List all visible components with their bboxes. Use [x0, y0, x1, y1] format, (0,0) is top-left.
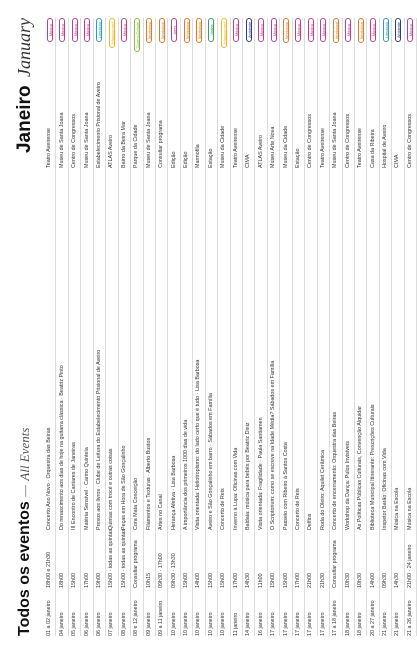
- category-tag[interactable]: Música: [308, 18, 314, 42]
- month-pt: Janeiro: [14, 85, 35, 154]
- event-tag-cell: [358, 18, 364, 56]
- event-venue: Museu da Cidade: [282, 125, 289, 168]
- title-separator: —: [17, 485, 32, 497]
- event-time: 15h00: [207, 573, 214, 588]
- event-row: [293, 18, 305, 636]
- event-row: [106, 18, 118, 636]
- event-tag-cell: [59, 18, 65, 56]
- event-date: 17 a 18 janeiro: [332, 600, 339, 636]
- category-tag[interactable]: Música: [258, 18, 264, 42]
- event-date: 07 janeiro: [108, 612, 115, 636]
- event-date: 10 janeiro: [183, 612, 190, 636]
- event-venue: Edição: [183, 151, 190, 168]
- event-venue: Marmofila: [195, 144, 202, 168]
- event-tag-cell: [246, 18, 252, 56]
- category-tag[interactable]: Música: [271, 18, 277, 42]
- event-row: [218, 18, 230, 636]
- event-row: [355, 18, 367, 636]
- category-tag[interactable]: Infantojuvenil: [221, 18, 227, 48]
- event-title: Peças em Hora de São Gonçalinho: [120, 445, 127, 530]
- category-tag[interactable]: Visitas: [208, 18, 214, 42]
- event-venue: Parque da Cidade: [133, 124, 140, 168]
- event-time: 15h00: [71, 573, 78, 588]
- event-time: 15h00: [282, 573, 289, 588]
- event-time: 21h30: [319, 573, 326, 588]
- category-tag[interactable]: Música: [407, 18, 413, 42]
- event-row: [119, 18, 131, 636]
- event-tag-cell: [208, 18, 214, 56]
- event-venue: Museu de Santa Joana: [83, 112, 90, 168]
- event-title: Filamentos e Texturas · Alberto Bustos: [145, 437, 152, 530]
- event-time: 11h00: [257, 573, 264, 588]
- event-title: Inspetor Barão: Oficinas com Vida: [382, 448, 389, 530]
- event-row: [268, 18, 280, 636]
- event-tag-cell: [258, 18, 264, 56]
- event-venue: Centro de Congressos: [71, 114, 78, 168]
- event-tag-cell: [221, 18, 227, 56]
- event-date: 09 a 11 janeiro: [158, 600, 165, 636]
- event-row: [44, 18, 56, 636]
- event-title: Aveiro e São Gonçalinho em barro · Sábados em Família: [207, 393, 214, 530]
- event-date: 11 janeiro: [232, 612, 239, 636]
- category-tag[interactable]: Ambiente: [246, 18, 252, 42]
- event-time: 15h00: [270, 573, 277, 588]
- event-time: Consultar programa: [332, 540, 339, 588]
- event-date: 17 janeiro: [319, 612, 326, 636]
- event-date: 17 janeiro: [307, 612, 314, 636]
- event-row: [380, 18, 392, 636]
- event-title: Matéria Sensível · Carmo Quintela: [83, 447, 90, 530]
- event-date: 08 e 12 janeiro: [133, 600, 140, 636]
- event-date: 01 a 02 janeiro: [46, 600, 53, 636]
- event-venue: Teatro Aveirense: [46, 127, 53, 168]
- event-time: 15h00: [183, 573, 190, 588]
- event-tag-cell: [96, 18, 102, 56]
- event-time: 14h00: [369, 573, 376, 588]
- event-date: 18 janeiro: [357, 612, 364, 636]
- event-venue: Casa da Ribeira: [369, 129, 376, 168]
- event-title: Baldaia: música para bebés por Beatriz Diniz: [245, 422, 252, 530]
- category-tag[interactable]: Workshop: [358, 18, 364, 43]
- event-row: [193, 18, 205, 636]
- event-title: Delfins: [307, 513, 314, 530]
- event-date: 14 janeiro: [245, 612, 252, 636]
- event-tag-cell: [283, 18, 289, 56]
- event-venue: Centro de Congressos: [344, 114, 351, 168]
- event-tag-cell: [47, 18, 53, 56]
- event-date: 20 a 27 janeiro: [369, 600, 376, 636]
- event-venue: ATLAS Aveiro: [257, 134, 264, 168]
- category-tag[interactable]: Música: [320, 18, 326, 42]
- category-tag[interactable]: Ambiente: [395, 18, 401, 42]
- event-row: [81, 18, 93, 636]
- event-date: 17 janeiro: [282, 612, 289, 636]
- event-tag-cell: [134, 18, 140, 56]
- page-title: [16, 428, 34, 636]
- event-row: [156, 18, 168, 636]
- event-title: Concerto de Reis: [220, 488, 227, 530]
- event-time: 17h00: [232, 573, 239, 588]
- event-tag-cell: [121, 18, 127, 56]
- event-tag-cell: [345, 18, 351, 56]
- event-tag-cell: [233, 18, 239, 56]
- event-tag-cell: [271, 18, 277, 56]
- event-row: [330, 18, 342, 636]
- event-title: Presos aos livros · Clube de Leitura do Estabelecimento Prisional de Aveiro: [95, 349, 102, 530]
- category-tag[interactable]: Infantojuvenil: [109, 18, 115, 48]
- event-tag-cell: [184, 18, 190, 56]
- event-time: 14h00: [195, 573, 202, 588]
- event-date: 10 janeiro: [170, 612, 177, 636]
- event-tag-cell: [320, 18, 326, 56]
- event-row: [243, 18, 255, 636]
- event-tag-cell: [84, 18, 90, 56]
- category-tag[interactable]: Cinema/Debate: [134, 18, 140, 52]
- event-time: 14h30: [245, 573, 252, 588]
- event-venue: Centro de Congressos: [307, 114, 314, 168]
- category-tag[interactable]: Workshop: [146, 18, 152, 43]
- event-venue: CIMA: [394, 154, 401, 168]
- event-tag-cell: [333, 18, 339, 56]
- month-en: January: [14, 18, 34, 77]
- event-date: 21 janeiro: [394, 612, 401, 636]
- event-date: 04 janeiro: [58, 612, 65, 636]
- event-venue: Estabelecimento Prisional de Aveiro: [95, 82, 102, 168]
- category-tag[interactable]: Workshop: [196, 18, 202, 43]
- event-row: [131, 18, 143, 636]
- event-date: 17 janeiro: [294, 612, 301, 636]
- event-title: Música na Escola: [406, 487, 413, 530]
- category-tag[interactable]: Música: [84, 18, 90, 42]
- event-time: 09h30: [382, 573, 389, 588]
- event-row: [69, 18, 81, 636]
- title-en: All Events: [17, 427, 32, 481]
- category-tag[interactable]: Música: [345, 18, 351, 42]
- event-time: 19h00: [95, 573, 102, 588]
- event-venue: Museu Arte Nova: [270, 126, 277, 168]
- event-title: Concerto de encerramento: Orquestra das Beiras: [332, 411, 339, 530]
- event-tag-cell: [159, 18, 165, 56]
- event-tag-cell: [146, 18, 152, 56]
- event-venue: Teatro Aveirense: [232, 127, 239, 168]
- month-heading: [14, 18, 36, 153]
- event-venue: Estação: [207, 148, 214, 168]
- event-time: 15h00 · todas as quintas: [108, 528, 115, 588]
- event-time: 18h00: [58, 573, 65, 588]
- event-title: Passeio com Ribeiro à Santos Costa: [282, 442, 289, 530]
- category-tag[interactable]: Workshop: [333, 18, 339, 43]
- event-time: Consultar programa: [133, 540, 140, 588]
- event-venue: CIMA: [245, 154, 252, 168]
- event-title: Herança Afetiva · Lisa Barbosa: [170, 455, 177, 530]
- event-tag-cell: [395, 18, 401, 56]
- category-tag[interactable]: Música: [370, 18, 376, 42]
- event-tag-cell: [407, 18, 413, 56]
- event-title: A importância dos primeiros 1000 dias de vida: [183, 419, 190, 530]
- event-time: 10h15: [145, 573, 152, 588]
- event-date: 09 janeiro: [145, 612, 152, 636]
- event-tag-cell: [196, 18, 202, 56]
- event-title: Visita orientada: Heliotropismo: do lado certo que é tudo · Lisa Barbosa: [195, 359, 202, 530]
- category-tag[interactable]: Música: [59, 18, 65, 42]
- category-tag[interactable]: Workshop: [283, 18, 289, 43]
- category-tag[interactable]: Música: [47, 18, 53, 42]
- event-time: 09h30 · 13h30: [170, 553, 177, 588]
- event-time: 09h30 · 17h00: [158, 553, 165, 588]
- event-venue: Edição: [170, 151, 177, 168]
- event-venue: ATLAS Aveiro: [108, 134, 115, 168]
- event-venue: Teatro Aveirense: [319, 127, 326, 168]
- category-tag[interactable]: Workshop: [159, 18, 165, 43]
- event-tag-cell: [109, 18, 115, 56]
- category-tag[interactable]: Workshop: [184, 18, 190, 43]
- event-time: 17h00: [83, 573, 90, 588]
- event-time: 15h00: [220, 573, 227, 588]
- event-row: [405, 18, 417, 636]
- event-venue: Museu de Santa Joana: [145, 112, 152, 168]
- event-date: 18 janeiro: [344, 612, 351, 636]
- category-tag[interactable]: Artes: [171, 18, 177, 42]
- event-title: O Scriptorium: como se escreve na Idade Média? Sábados em Família: [270, 360, 277, 530]
- event-title: Do renascimento aos dias de hoje na guitarra clássica · Beatriz Pinto: [58, 365, 65, 530]
- events-list: [44, 18, 417, 636]
- event-row: [343, 18, 355, 636]
- event-tag-cell: [171, 18, 177, 56]
- category-tag[interactable]: Música: [295, 18, 301, 42]
- event-date: 17 janeiro: [270, 612, 277, 636]
- event-date: 21 janeiro: [382, 612, 389, 636]
- event-time: 18h00 e 21h30: [46, 552, 53, 588]
- event-row: [392, 18, 404, 636]
- event-venue: Centro de Congressos: [406, 114, 413, 168]
- event-venue: Hospital de Aveiro: [382, 124, 389, 168]
- event-title: Concerto Ano Novo · Orquestra das Beiras: [46, 427, 53, 530]
- event-tag-cell: [72, 18, 78, 56]
- event-venue: Teatro Aveirense: [357, 127, 364, 168]
- event-row: [318, 18, 330, 636]
- event-date: 10 janeiro: [220, 612, 227, 636]
- event-time: 10h30: [344, 573, 351, 588]
- event-venue: Museu de Santa Joana: [58, 112, 65, 168]
- event-time: 14h30: [394, 573, 401, 588]
- event-row: [305, 18, 317, 636]
- event-time: 15h00 · todas as quintas: [120, 528, 127, 588]
- event-venue: Consultar programa: [158, 120, 165, 168]
- event-date: 08 janeiro: [120, 612, 127, 636]
- event-title: Concerto de Reis: [294, 488, 301, 530]
- event-venue: Estação: [294, 148, 301, 168]
- event-title: Cora Mata Conceição: [133, 477, 140, 530]
- event-title: Quintas com trocé e outras coisas: [108, 448, 115, 530]
- event-title: Inverno à Lupa: Oficinas com Vida: [232, 447, 239, 530]
- event-date: 16 janeiro: [257, 612, 264, 636]
- event-row: [144, 18, 156, 636]
- category-tag[interactable]: Música: [233, 18, 239, 42]
- event-row: [168, 18, 180, 636]
- title-pt: Todos os eventos: [16, 501, 33, 636]
- event-title: As Políticas Públicas Culturais, Convenção Alquidar: [357, 405, 364, 530]
- event-time: 17h00: [294, 573, 301, 588]
- event-row: [367, 18, 379, 636]
- event-title: Workshop da Dança: Pulos Invisíveis: [344, 441, 351, 530]
- event-row: [231, 18, 243, 636]
- event-title: III Encontro de Cantares de Janeiras: [71, 442, 78, 530]
- event-date: 05 janeiro: [71, 612, 78, 636]
- event-title: Roda do Oleiro: Aquilet Cerâmica: [319, 449, 326, 530]
- event-row: [255, 18, 267, 636]
- event-venue: Bairro da Beira Mar: [120, 121, 127, 168]
- event-row: [206, 18, 218, 636]
- event-title: Visita orientada: Fragilidade · Paula Santiamen: [257, 417, 264, 530]
- event-time: 21h00: [307, 573, 314, 588]
- event-title: Artes no Canal: [158, 494, 165, 530]
- category-tag[interactable]: Música: [72, 18, 78, 42]
- event-date: 06 janeiro: [95, 612, 102, 636]
- event-tag-cell: [308, 18, 314, 56]
- category-tag[interactable]: Literatura: [383, 18, 389, 42]
- event-title: Música na Escola: [394, 487, 401, 530]
- event-date: 21 a 26 janeiro: [406, 600, 413, 636]
- event-time: 10h30: [357, 573, 364, 588]
- event-row: [56, 18, 68, 636]
- event-venue: Museu de Santa Joana: [332, 112, 339, 168]
- event-row: [280, 18, 292, 636]
- event-date: 06 janeiro: [83, 612, 90, 636]
- event-tag-cell: [295, 18, 301, 56]
- event-date: 10 janeiro: [207, 612, 214, 636]
- event-row: [181, 18, 193, 636]
- header: [14, 18, 40, 636]
- category-tag[interactable]: Literatura: [96, 18, 102, 42]
- event-tag-cell: [383, 18, 389, 56]
- event-tag-cell: [370, 18, 376, 56]
- event-date: 10 janeiro: [195, 612, 202, 636]
- event-venue: Museu da Cidade: [220, 125, 227, 168]
- event-row: [94, 18, 106, 636]
- event-title: Biblioteca Municipal Itinerante: Prescrições Culturais: [369, 404, 376, 530]
- category-tag[interactable]: Música: [121, 18, 127, 42]
- event-time: 21h00 · 24 janeiro: [406, 544, 413, 588]
